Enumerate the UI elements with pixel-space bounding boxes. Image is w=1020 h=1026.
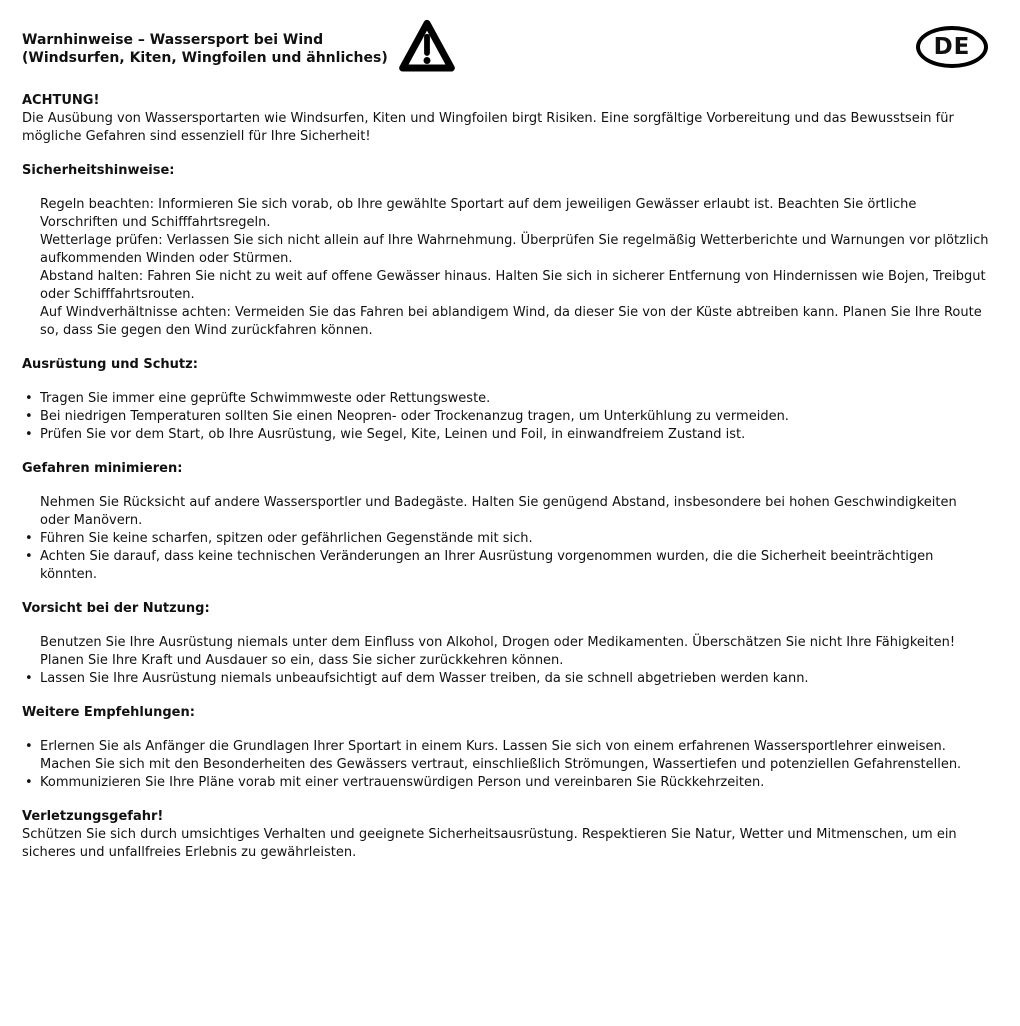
section-recommendations [22,704,990,792]
injury-body: Schützen Sie sich durch umsichtiges Verhalten und geeignete Sicherheitsausrüstung. Respektieren Sie Natur, Wetter und Mitmenschen, um ein sicheres und unfallfreies Erlebnis zu gewährleisten. [22,827,957,860]
list-item: • Achten Sie darauf, dass keine technischen Veränderungen an Ihrer Ausrüstung vorgenommen wurden, die die Sicherheit beeinträchtigen könnten. [22,548,990,584]
page-title [22,31,388,67]
list-item: • Lassen Sie Ihre Ausrüstung niemals unbeaufsichtigt auf dem Wasser treiben, da sie schnell abgetrieben werden kann. [22,670,990,688]
list-item: • Prüfen Sie vor dem Start, ob Ihre Ausrüstung, wie Segel, Kite, Leinen und Foil, in einwandfreiem Zustand ist. [22,426,990,444]
list-item: • Tragen Sie immer eine geprüfte Schwimmweste oder Rettungsweste. [22,390,990,408]
equipment-heading: Ausrüstung und Schutz: [22,357,198,372]
list-item: • Bei niedrigen Temperaturen sollten Sie einen Neopren- oder Trockenanzug tragen, um Unterkühlung zu vermeiden. [22,408,990,426]
document-header [22,20,990,78]
recommendations-list [22,738,990,792]
safety-item: Auf Windverhältnisse achten: Vermeiden Sie das Fahren bei ablandigem Wind, da dieser Sie von der Küste abtreiben kann. Planen Sie Ihre Route so, dass Sie gegen den Wind zurückfahren können. [40,305,982,338]
language-badge-de: DE [916,26,988,68]
list-item: • Kommunizieren Sie Ihre Pläne vorab mit einer vertrauenswürdigen Person und vereinbaren Sie Rückkehrzeiten. [22,774,990,792]
page-title-line2: (Windsurfen, Kiten, Wingfoilen und ähnliches) [22,50,388,66]
section-attention [22,92,990,146]
section-equipment [22,356,990,444]
attention-body: Die Ausübung von Wassersportarten wie Windsurfen, Kiten und Wingfoilen birgt Risiken. Eine sorgfältige Vorbereitung und das Bewusstsein für mögliche Gefahren sind essenziell für Ihre Sicherheit! [22,111,954,144]
caution-intro: Benutzen Sie Ihre Ausrüstung niemals unter dem Einfluss von Alkohol, Drogen oder Medikamenten. Überschätzen Sie nicht Ihre Fähigkeiten! Planen Sie Ihre Kraft und Ausdauer so ein, dass Sie sicher zurückkehren können. [40,635,956,668]
list-item: • Führen Sie keine scharfen, spitzen oder gefährlichen Gegenstände mit sich. [22,530,990,548]
caution-list [22,670,990,688]
recommendations-heading: Weitere Empfehlungen: [22,705,195,720]
list-item-continuation: Machen Sie sich mit den Besonderheiten des Gewässers vertraut, einschließlich Strömungen, Wassertiefen und potenziellen Gefahrenstellen. [40,757,962,772]
equipment-list [22,390,990,444]
warning-triangle-icon [398,18,456,80]
safety-item: Wetterlage prüfen: Verlassen Sie sich nicht allein auf Ihre Wahrnehmung. Überprüfen Sie regelmäßig Wetterberichte und Warnungen vor plötzlich aufkommenden Winden oder Stürmen. [40,233,989,266]
safety-item: Regeln beachten: Informieren Sie sich vorab, ob Ihre gewählte Sportart auf dem jeweiligen Gewässer erlaubt ist. Beachten Sie örtliche Vorschriften und Schifffahrtsregeln. [40,197,917,230]
page-title-line1: Warnhinweise – Wassersport bei Wind [22,32,324,48]
attention-heading: ACHTUNG! [22,93,100,108]
minimize-intro: Nehmen Sie Rücksicht auf andere Wassersportler und Badegäste. Halten Sie genügend Abstand, insbesondere bei hohen Geschwindigkeiten oder Manövern. [40,495,957,528]
list-item: • Erlernen Sie als Anfänger die Grundlagen Ihrer Sportart in einem Kurs. Lassen Sie sich von einem erfahrenen Wassersportlehrer einweisen. [22,738,990,756]
section-minimize [22,460,990,584]
section-caution [22,600,990,688]
minimize-list [22,530,990,584]
safety-heading: Sicherheitshinweise: [22,163,175,178]
section-injury [22,808,990,862]
caution-heading: Vorsicht bei der Nutzung: [22,601,210,616]
minimize-heading: Gefahren minimieren: [22,461,183,476]
injury-heading: Verletzungsgefahr! [22,809,164,824]
safety-item: Abstand halten: Fahren Sie nicht zu weit auf offene Gewässer hinaus. Halten Sie sich in sicherer Entfernung von Hindernissen wie Bojen, Treibgut oder Schifffahrtsrouten. [40,269,986,302]
section-safety [22,162,990,340]
